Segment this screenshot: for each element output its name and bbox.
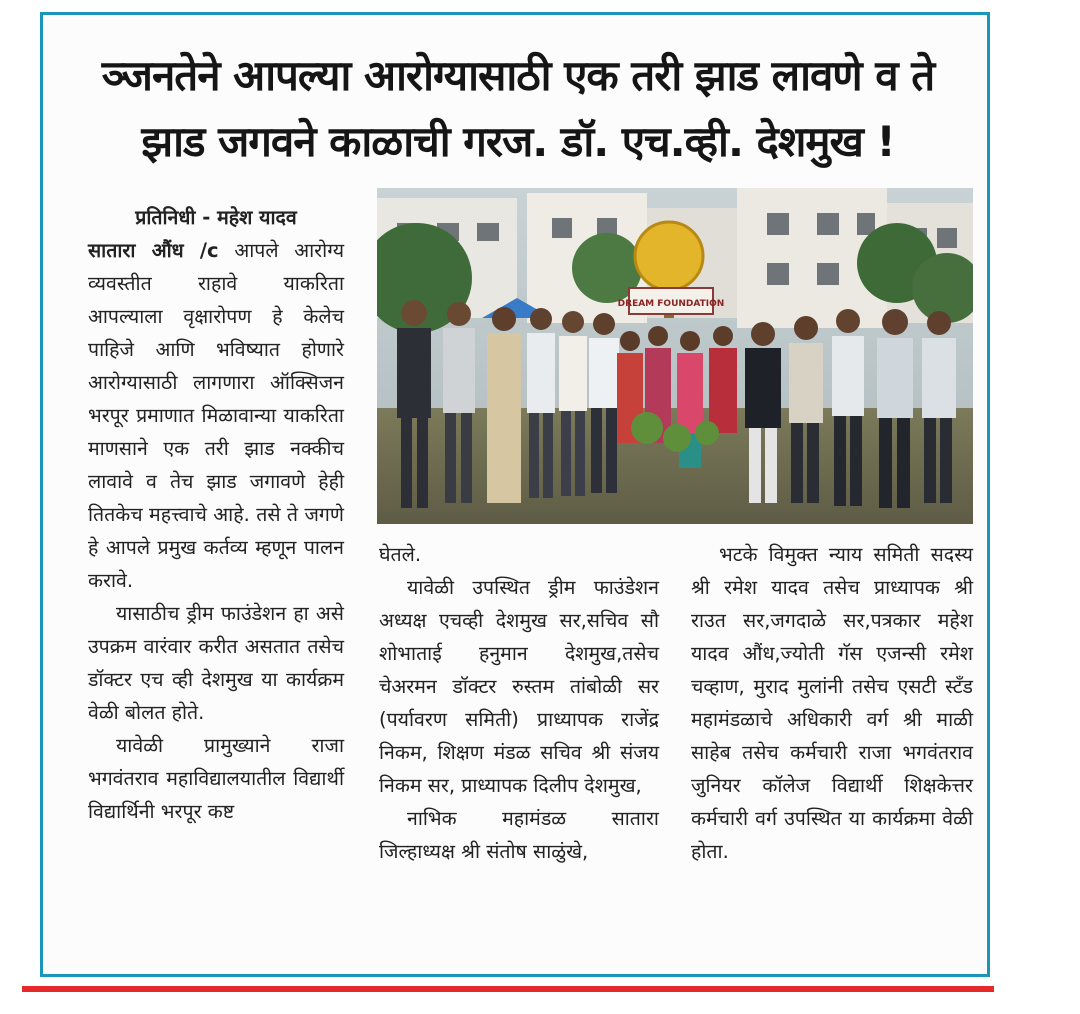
article-column-2 [379,538,659,868]
event-photo [377,188,973,524]
dateline: सातारा औंध /ᴄ [88,239,219,262]
banner-text: DREAM FOUNDATION [617,299,725,309]
headline-line-1: ञ्जनतेने आपल्या आरोग्यासाठी एक तरी झाड लावणे व ते [101,51,935,100]
paragraph: यावेळी उपस्थित ड्रीम फाउंडेशन अध्यक्ष एचव्ही देशमुख सर,सचिव सौ शोभाताई हनुमान देशमुख,तसेच चेअरमन डॉक्टर रुस्तम तांबोळी सर (पर्यावरण समिती) प्राध्यापक राजेंद्र निकम, शिक्षण मंडळ सचिव श्री संजय निकम सर, प्राध्यापक दिलीप देशमुख, [379,576,659,797]
paragraph: घेतले. [379,543,422,566]
article-column-3 [691,538,973,868]
article-column-1 [88,201,344,828]
paragraph: यावेळी प्रामुख्याने राजा भगवंतराव महाविद्यालयातील विद्यार्थी विद्यार्थिनी भरपूर कष्ट [88,734,344,823]
tree-plantation-group-photo [377,188,973,524]
paragraph: नाभिक महामंडळ सातारा जिल्हाध्यक्ष श्री संतोष साळुंखे, [379,807,659,863]
paragraph: भटके विमुक्त न्याय समिती सदस्य श्री रमेश यादव तसेच प्राध्यापक श्री राउत सर,जगदाळे सर,पत्रकार महेश यादव औंध,ज्योती गॅस एजन्सी रमेश चव्हाण, मुराद मुलांनी तसेच एसटी स्टॅंड महामंडळाचे अधिकारी वर्ग श्री माळी साहेब तसेच कर्मचारी राजा भगवंतराव जुनियर कॉलेज विद्यार्थी शिक्षकेत्तर कर्मचारी वर्ग उपस्थित या कार्यक्रमा वेळी होता. [691,543,973,863]
headline [43,43,993,175]
byline: प्रतिनिधी - महेश यादव [135,206,297,229]
paragraph: आपले आरोग्य व्यवस्तीत राहावे याकरिता आपल्याला वृक्षारोपण हे केलेच पाहिजे आणि भविष्यात होणारे आरोग्यासाठी लागणारा ऑक्सिजन भरपूर प्रमाणात मिळावान्या याकरिता माणसाने एक तरी झाड नक्कीच लावावे व तेच झाड जगावणे हेही तितकेच महत्त्वाचे आहे. तसे ते जगणे हे आपले प्रमुख कर्तव्य म्हणून पालन करावे. [88,239,345,592]
paragraph: यासाठीच ड्रीम फाउंडेशन हा असे उपक्रम वारंवार करीत असतात तसेच डॉक्टर एच व्ही देशमुख या कार्यक्रम वेळी बोलत होते. [88,602,344,724]
headline-line-2: झाड जगवने काळाची गरज. डॉ. एच.व्ही. देशमुख ! [141,117,895,166]
red-rule [22,986,994,992]
newspaper-clipping [40,12,990,977]
